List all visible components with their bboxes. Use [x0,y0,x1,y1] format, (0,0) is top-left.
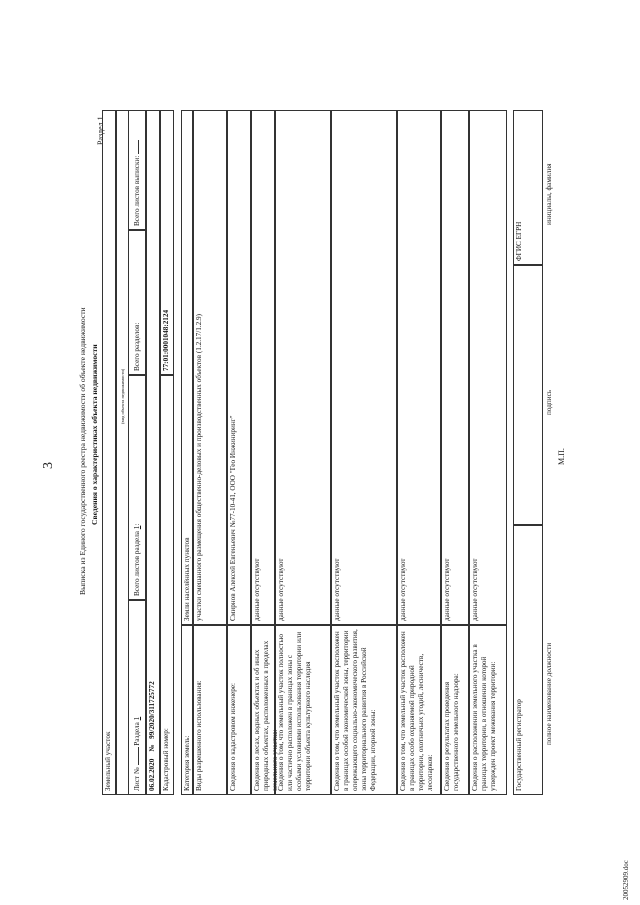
cadastral-label: Кадастровый номер: [162,728,170,791]
registrar-title: Государственный регистратор [515,699,523,791]
system-cell [513,110,543,265]
section-word: Раздела [133,722,141,746]
signature-cell [513,265,543,525]
table-row-label: Сведения о кадастровом инженере: [227,625,251,795]
table-row-label: Сведения о том, что земельный участок полностью или частично расположен в границах зоны с особыми условиями использования территории или территории объекта культурного наследия [275,625,331,795]
sheet-no-label: Лист № [133,767,141,791]
table-row-label: Сведения о расположении земельного участка в границах территории, в отношении которой утвержден проект межевания территории: [469,625,507,795]
table-row-value: данные отсутствуют [331,110,397,625]
sheets-in-section-label: Всего листов раздела [133,531,141,596]
page-number: 3 [41,462,56,469]
name-caption: инициалы, фамилия [545,163,553,225]
total-sheets-label: Всего листов выписки: [133,155,141,226]
total-sheets-cell [128,110,146,230]
sheets-in-section-cell: Всего листов раздела 1: [128,375,146,600]
system-name: ФГИС ЕГРН [515,221,523,261]
table-row-label: Сведения о лесах, водных объектах и об иных природных объектах, расположенных в пределах земельного участка: [251,625,275,795]
section-number: 1 [133,716,141,721]
total-sections-cell [128,230,146,375]
table-row-value: данные отсутствуют [251,110,275,625]
stamp-label: М.П. [557,448,566,465]
registrar-cell [513,525,543,795]
sheets-in-section-value: 1 [133,525,141,530]
cadastral-number: 77:01:0001048:2124 [162,309,170,371]
document-title: Выписка из Единого государственного реестра недвижимости об объекте недвижимости [78,307,87,595]
object-type-cell [102,110,116,795]
cadastral-number-cell [160,110,174,375]
table-row-value: данные отсутствуют [441,110,469,625]
table-row-value: данные отсутствуют [397,110,441,625]
section-label: Раздел 1 [96,116,105,145]
table-row-value: участки смешанного размещения общественно-деловых и производственных объектов (1.2.17/1.2.9) [193,110,227,625]
number-sign: № [148,744,156,752]
sheet-info-row [116,110,128,795]
table-row-label: Сведения о результатах проведения государственного земельного надзора: [441,625,469,795]
registrar-caption: полное наименование должности [545,642,553,745]
sheet-number-cell [128,600,146,795]
table-row-value: данные отсутствуют [275,110,331,625]
table-row-value: данные отсутствуют [469,110,507,625]
object-type-caption: (вид объекта недвижимости) [120,368,125,424]
extract-date: 06.02.2020 [148,758,156,791]
signature-caption: подпись [545,389,553,415]
table-row-value: Земли населённых пунктов [181,110,193,625]
cadastral-label-cell [160,375,174,795]
total-sections-label: Всего разделов: [133,322,141,371]
file-name: 20052909.doc [622,860,630,900]
table-row-label: Категория земель: [181,625,193,795]
object-type: Земельный участок [104,731,112,791]
date-number-cell [146,110,160,795]
document-subtitle: Сведения о характеристиках объекта недвижимости [90,344,99,525]
table-row-label: Сведения о том, что земельный участок расположен в границах особо охраняемой природной территории, охотничьих угодий, лесничеств, лесопарков: [397,625,441,795]
extract-number: 99/2020/311725772 [148,681,156,739]
table-row-value: Смирнов Алексей Евгеньевич №77-10-41, ООО "Гео Инжиниринг" [227,110,251,625]
table-row-label: Виды разрешенного использования: [193,625,227,795]
table-row-label: Сведения о том, что земельный участок расположен в границах особой экономической зоны, территории опережающего социально-экономического развития, зоны территориального развития в Российской Федерации, игорной зоны: [331,625,397,795]
